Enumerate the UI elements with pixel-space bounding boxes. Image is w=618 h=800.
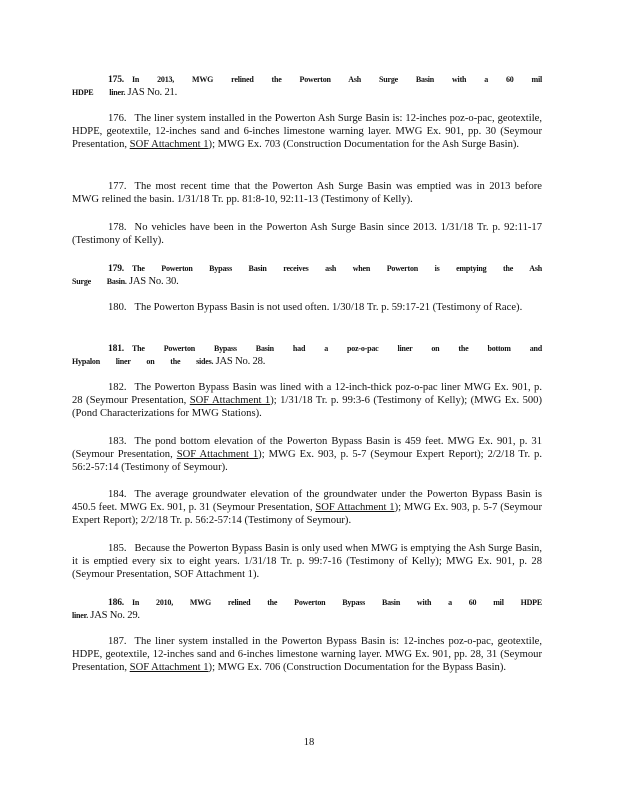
paragraph-176: [72, 112, 542, 152]
paragraph-number: 178.: [108, 222, 127, 233]
paragraph-text-cont: ); MWG Ex. 706 (Construction Documentation for the Bypass Basin).: [208, 662, 507, 674]
underlined-reference: SOF Attachment 1: [129, 139, 209, 151]
paragraph-citation: JAS No. 30.: [128, 276, 179, 288]
paragraph-citation: JAS No. 21.: [127, 87, 178, 99]
paragraph-number: 184.: [108, 489, 127, 500]
paragraph-187: [72, 635, 542, 675]
paragraph-number: 180.: [108, 302, 127, 313]
paragraph-text: The Powerton Bypass Basin receives ash when Powerton is emptying the Ash Surge Basin.: [72, 264, 542, 287]
paragraph-text: The Powerton Bypass Basin was lined with a 12-inch-thick poz-o-pac liner MWG Ex. 901, p. 28 (Seymour Presentation,: [72, 382, 542, 407]
paragraph-text: The most recent time that the Powerton Ash Surge Basin was emptied was in 2013 before MWG relined the basin. 1/31/18 Tr. pp. 81:8-10, 92:11-13 (Testimony of Kelly).: [72, 181, 542, 206]
paragraph-number: 181.: [108, 343, 124, 354]
paragraph-text: The pond bottom elevation of the Powerton Bypass Basin is 459 feet. MWG Ex. 901, p. 31 (Seymour Presentation,: [72, 436, 542, 461]
paragraph-text: No vehicles have been in the Powerton Ash Surge Basin since 2013. 1/31/18 Tr. p. 92:11-17 (Testimony of Kelly).: [72, 222, 542, 247]
underlined-reference: SOF Attachment 1: [176, 449, 259, 461]
paragraph-number: 187.: [108, 636, 127, 647]
paragraph-183: [72, 435, 542, 475]
paragraph-184: [72, 488, 542, 528]
paragraph-text: The average groundwater elevation of the groundwater under the Powerton Bypass Basin is 450.5 feet. MWG Ex. 901, p. 31 (Seymour Presentation,: [72, 489, 542, 514]
paragraph-179: [72, 262, 542, 288]
paragraph-180: [72, 301, 542, 314]
paragraph-number: 177.: [108, 181, 127, 192]
paragraph-text-cont: ); MWG Ex. 703 (Construction Documentation for the Ash Surge Basin).: [208, 139, 520, 151]
paragraph-175: [72, 73, 542, 99]
paragraph-text-cont: ); MWG Ex. 903, p. 5-7 (Seymour Expert Report); 2/2/18 Tr. p. 56:2-57:14 (Testimony of Seymour).: [72, 449, 542, 474]
paragraph-185: [72, 542, 542, 582]
paragraph-number: 176.: [108, 113, 127, 124]
paragraph-178: [72, 221, 542, 247]
paragraph-text-cont: ); MWG Ex. 903, p. 5-7 (Seymour Expert Report); 2/2/18 Tr. p. 56:2-57:14 (Testimony of Seymour).: [72, 502, 543, 527]
paragraph-181: [72, 342, 542, 368]
paragraph-number: 182.: [108, 382, 127, 393]
paragraph-number: 185.: [108, 543, 127, 554]
paragraph-text: The liner system installed in the Powerton Bypass Basin is: 12-inches poz-o-pac, geotextile, HDPE, geotextile, 12-inches sand and 6-inches limestone warning layer. MWG Ex. 901, pp. 28, 31 (Seymour Presentation,: [72, 636, 542, 674]
paragraph-number: 186.: [108, 597, 124, 608]
paragraph-text: In 2013, MWG relined the Powerton Ash Surge Basin with a 60 mil HDPE liner.: [72, 75, 542, 98]
paragraph-186: [72, 596, 542, 622]
paragraph-citation: JAS No. 28.: [215, 356, 266, 368]
paragraph-177: [72, 180, 542, 206]
page-number: 18: [303, 737, 315, 748]
paragraph-text: Because the Powerton Bypass Basin is only used when MWG is emptying the Ash Surge Basin, it is emptied every six to eight years. 1/31/18 Tr. p. 99:7-16 (Testimony of Kelly); MWG Ex. 901, p. 28 (Seymour Presentation, SOF Attachment 1).: [72, 543, 542, 581]
paragraph-text: The liner system installed in the Powerton Ash Surge Basin is: 12-inches poz-o-pac, geotextile, HDPE, geotextile, 12-inches sand and 6-inches limestone warning layer. MWG Ex. 901, pp. 30 (Seymour Presentation,: [72, 113, 542, 151]
underlined-reference: SOF Attachment 1: [129, 662, 209, 674]
paragraph-text-cont: ); 1/31/18 Tr. p. 99:3-6 (Testimony of Kelly); (MWG Ex. 500) (Pond Characterizations for MWG Stations).: [72, 395, 542, 420]
paragraph-text: In 2010, MWG relined the Powerton Bypass Basin with a 60 mil HDPE liner.: [72, 598, 542, 621]
underlined-reference: SOF Attachment 1: [189, 395, 271, 407]
paragraph-number: 175.: [108, 74, 124, 85]
underlined-reference: SOF Attachment 1: [315, 502, 395, 514]
paragraph-citation: JAS No. 29.: [90, 610, 140, 622]
paragraph-text: The Powerton Bypass Basin had a poz-o-pac liner on the bottom and Hypalon liner on the sides.: [72, 344, 542, 367]
paragraph-text: The Powerton Bypass Basin is not used often. 1/30/18 Tr. p. 59:17-21 (Testimony of Race).: [134, 302, 523, 313]
paragraph-number: 179.: [108, 263, 124, 274]
paragraph-182: [72, 381, 542, 421]
paragraph-number: 183.: [108, 436, 127, 447]
